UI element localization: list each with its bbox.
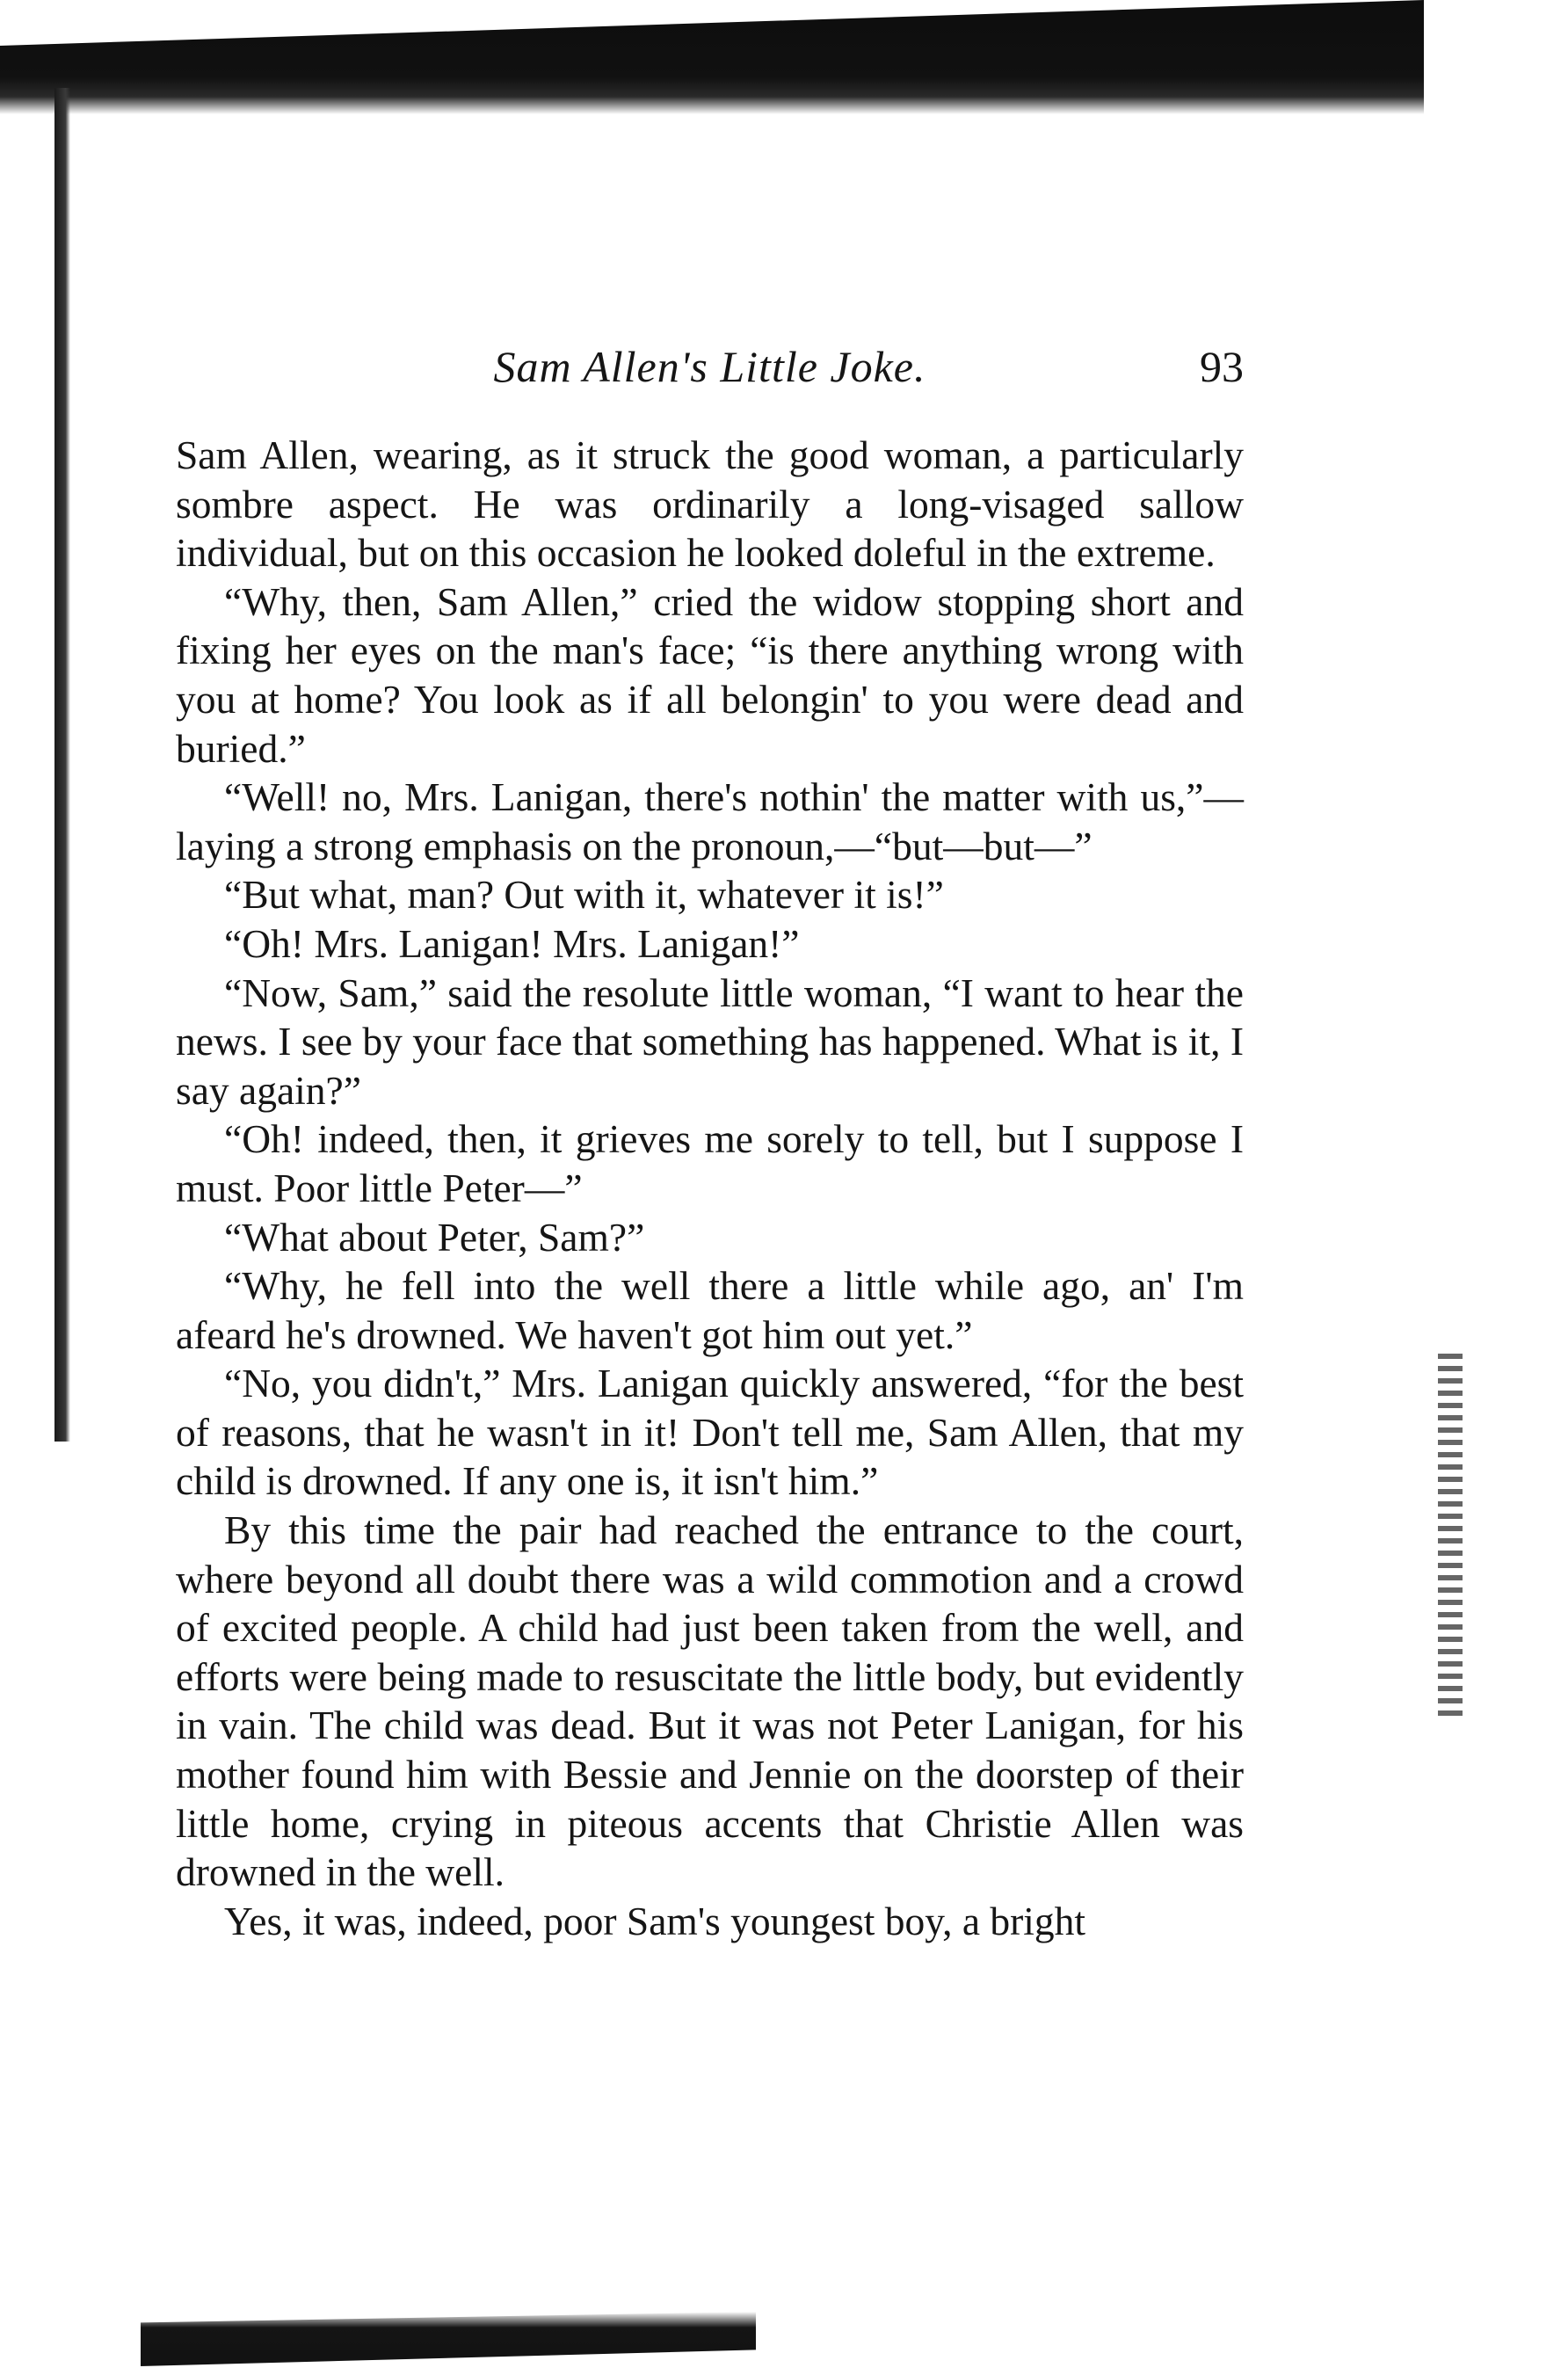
paragraph: “Oh! Mrs. Lanigan! Mrs. Lanigan!” xyxy=(224,920,800,966)
paragraph: “Now, Sam,” said the resolute little woman, “I want to hear the news. I see by your face that something has happened. What is it, I say again?” xyxy=(176,970,1244,1113)
paragraph: Sam Allen, wearing, as it struck the good woman, a particularly sombre aspect. He was ordinarily a long-visaged sallow individual, but on this occasion he looked doleful in the extreme. xyxy=(176,432,1244,576)
scan-noise-right xyxy=(1438,1354,1463,1723)
scan-edge-bottom xyxy=(141,2312,756,2366)
paragraph: “But what, man? Out with it, whatever it is!” xyxy=(224,872,944,918)
running-title: Sam Allen's Little Joke. xyxy=(493,342,926,391)
paragraph: “Oh! indeed, then, it grieves me sorely to tell, but I suppose I must. Poor little Peter—” xyxy=(176,1116,1244,1210)
paragraph: “Well! no, Mrs. Lanigan, there's nothin' the matter with us,”—laying a strong emphasis on the pronoun,—“but—but—” xyxy=(176,774,1244,868)
scan-edge-top xyxy=(0,0,1424,114)
page-number: 93 xyxy=(1200,342,1244,391)
scan-edge-left xyxy=(54,88,70,1442)
paragraph: By this time the pair had reached the entrance to the court, where beyond all doubt there was a wild commotion and a crowd of excited people. A child had just been taken from the well, and efforts were being made to resuscitate the little body, but evidently in vain. The child was dead. But it was not Peter Lanigan, for his mother found him with Bessie and Jennie on the doorstep of their little home, crying in piteous accents that Christie Allen was drowned in the well. xyxy=(176,1507,1244,1895)
paragraph: “Why, he fell into the well there a little while ago, an' I'm afeard he's drowned. We haven't got him out yet.” xyxy=(176,1263,1244,1357)
paragraph: “No, you didn't,” Mrs. Lanigan quickly answered, “for the best of reasons, that he wasn't in it! Don't tell me, Sam Allen, that my child is drowned. If any one is, it isn't him.” xyxy=(176,1361,1244,1504)
paragraph: “What about Peter, Sam?” xyxy=(224,1214,645,1260)
paragraph: Yes, it was, indeed, poor Sam's youngest boy, a bright xyxy=(224,1898,1086,1943)
body-text xyxy=(176,431,1244,1945)
page-header xyxy=(176,341,1244,411)
paragraph: “Why, then, Sam Allen,” cried the widow stopping short and fixing her eyes on the man's face; “is there anything wrong with you at home? You look as if all belongin' to you were dead and buried.” xyxy=(176,578,1244,771)
